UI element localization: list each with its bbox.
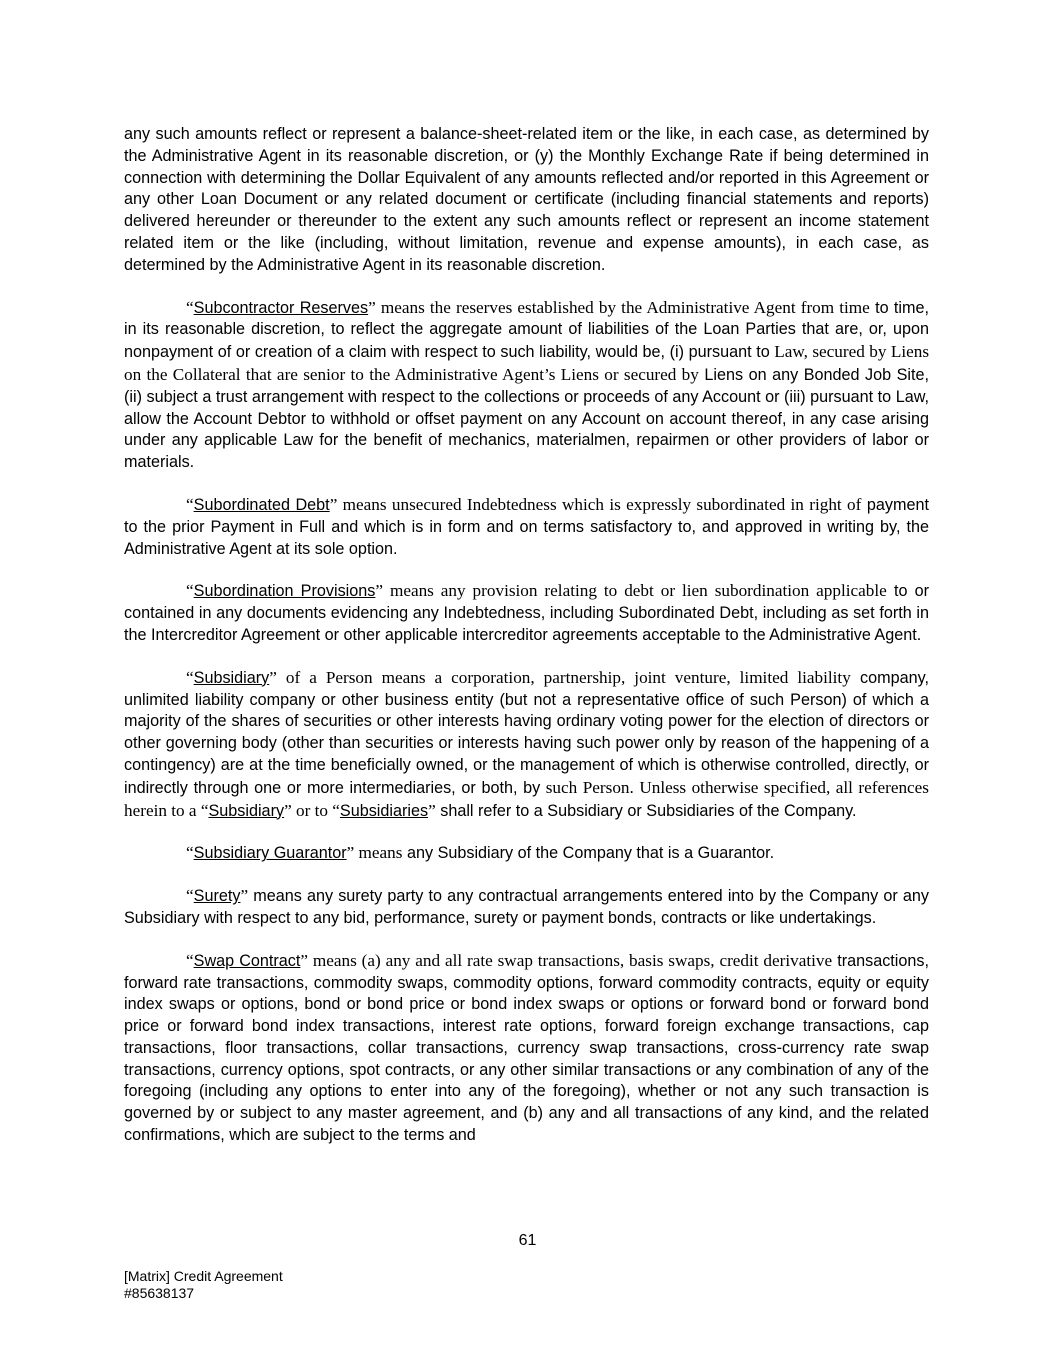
paragraph-continuation: any such amounts reflect or represent a balance-sheet-related item or the like, in each case, as determined by the Administrative Agent in its reasonable discretion, or (y) the Monthly Exchange Rate if being determined in connection with determining the Dollar Equivalent of any amounts reflected and/or reported in this Agreement or any other Loan Document or any related document or certificate (including financial statements and reports) delivered hereunder or thereunder to the extent any such amounts reflect or represent an income statement related item or the like (including, without limitation, revenue and expense amounts), in each case, as determined by the Administrative Agent in its reasonable discretion. xyxy=(124,125,929,274)
term-reference-subsidiaries: Subsidiaries xyxy=(339,801,429,820)
defined-term: Swap Contract xyxy=(193,951,301,970)
definition-text-serif-mid: ” or to “ xyxy=(284,800,340,820)
definition-lead: of a Person means a corporation, partnership, joint venture, limited liability xyxy=(276,667,851,687)
definition-text-serif: such Person. Unless otherwise specified, all references herein to a “ xyxy=(124,777,929,820)
definition-tail: shall refer to a Subsidiary or Subsidiaries of the Company. xyxy=(435,801,857,820)
defined-term: Subordinated Debt xyxy=(193,495,330,514)
definition-lead: means xyxy=(354,843,403,863)
definition-lead: means the reserves established by the Administrative Agent from time xyxy=(375,297,870,317)
defined-term: Surety xyxy=(193,887,241,906)
definition-subsidiary: “Subsidiary” of a Person means a corporation, partnership, joint venture, limited liability company, unlimited liability company or other business entity (but not a representative office of such Person) of which a majority of the shares of securities or other interests having ordinary voting power for the election of directors or other governing body (other than securities or interests having such power only by reason of the happening of a contingency) are at the time beneficially owned, or the management of which is otherwise controlled, directly, or indirectly through one or more intermediaries, or both, by such Person. Unless otherwise specified, all references herein to a “Subsidiary” or to “Subsidiaries” shall refer to a Subsidiary or Subsidiaries of the Company. xyxy=(124,667,929,820)
definition-subordination-provisions: “Subordination Provisions” means any provision relating to debt or lien subordination applicable to or contained in any documents evidencing any Indebtedness, including Subordinated Debt, including as set forth in the Intercreditor Agreement or other applicable intercreditor agreements acceptable to the Administrative Agent. xyxy=(124,581,929,644)
definition-lead: means any provision relating to debt or lien subordination applicable xyxy=(383,581,887,601)
term-reference-subsidiary: Subsidiary xyxy=(208,801,285,820)
definition-surety: “Surety” means any surety party to any contractual arrangements entered into by the Company or any Subsidiary with respect to any bid, performance, surety or payment bonds, contracts or like undertakings. xyxy=(124,886,929,927)
definition-text: to or contained in any documents evidencing any Indebtedness, including Subordinated Debt, including as set forth in the Intercreditor Agreement or other applicable intercreditor agreements acceptable to the Administrative Agent. xyxy=(124,582,929,644)
defined-term: Subordination Provisions xyxy=(193,582,376,601)
definition-text: transactions, forward rate transactions, commodity swaps, commodity options, forward commodity contracts, equity or equity index swaps or options, bond or bond price or bond index swaps or options or forward bond or forward bond price or forward bond index transactions, interest rate options, forward foreign exchange transactions, cap transactions, floor transactions, collar transactions, currency swap transactions, cross-currency rate swap transactions, currency options, spot contracts, or any other similar transactions or any combination of any of the foregoing (including any options to enter into any of the foregoing), whether or not any such transaction is governed by or subject to any master agreement, and (b) any and all transactions of any kind, and the related confirmations, which are subject to the terms and xyxy=(124,951,929,1145)
definition-text: means any surety party to any contractual arrangements entered into by the Company or any Subsidiary with respect to any bid, performance, surety or payment bonds, contracts or like undertakings. xyxy=(124,887,929,927)
defined-term: Subsidiary xyxy=(193,668,270,687)
definition-text-serif: Law, secured by Liens on the Collateral that are senior to the Administrative Agent’s Liens or secured by xyxy=(124,342,930,384)
definition-text-2: Liens on any Bonded Job Site, (ii) subject a trust arrangement with respect to the collections or proceeds of any Account or (iii) pursuant to Law, allow the Account Debtor to withhold or offset payment on any Account on account thereof, in any case arising under any applicable Law for the benefit of mechanics, materialmen, repairmen or other providers of labor or materials. xyxy=(124,365,929,472)
footer-document-id: #85638137 xyxy=(124,1285,195,1301)
definition-text-serif-end: ” xyxy=(428,800,436,820)
definition-subcontractor-reserves: “Subcontractor Reserves” means the reserves established by the Administrative Agent from time to time, in its reasonable discretion, to reflect the aggregate amount of liabilities of the Loan Parties that are, or, upon nonpayment of or creation of a claim with respect to such liability, would be, (i) pursuant to Law, secured by Liens on the Collateral that are senior to the Administrative Agent’s Liens or secured by Liens on any Bonded Job Site, (ii) subject a trust arrangement with respect to the collections or proceeds of any Account or (iii) pursuant to Law, allow the Account Debtor to withhold or offset payment on any Account on account thereof, in any case arising under any applicable Law for the benefit of mechanics, materialmen, repairmen or other providers of labor or materials. xyxy=(124,297,930,472)
document-body xyxy=(124,124,929,1147)
definition-text: payment to the prior Payment in Full and which is in form and on terms satisfactory to, and approved in writing by, the Administrative Agent at its sole option. xyxy=(124,495,929,558)
definition-text: any Subsidiary of the Company that is a Guarantor. xyxy=(402,844,775,863)
definition-subordinated-debt: “Subordinated Debt” means unsecured Indebtedness which is expressly subordinated in right of payment to the prior Payment in Full and which is in form and on terms satisfactory to, and approved in writing by, the Administrative Agent at its sole option. xyxy=(124,494,929,558)
page-number: 61 xyxy=(518,1232,537,1249)
definition-swap-contract: “Swap Contract” means (a) any and all rate swap transactions, basis swaps, credit derivative transactions, forward rate transactions, commodity swaps, commodity options, forward commodity contracts, equity or equity index swaps or options, bond or bond price or bond index swaps or options or forward bond or forward bond price or forward bond index transactions, interest rate options, forward foreign exchange transactions, cap transactions, floor transactions, collar transactions, currency swap transactions, cross-currency rate swap transactions, currency options, spot contracts, or any other similar transactions or any combination of any of the foregoing (including any options to enter into any of the foregoing), whether or not any such transaction is governed by or subject to any master agreement, and (b) any and all transactions of any kind, and the related confirmations, which are subject to the terms and xyxy=(124,950,929,1145)
definition-lead: means (a) any and all rate swap transactions, basis swaps, credit derivative xyxy=(308,950,833,970)
definition-subsidiary-guarantor: “Subsidiary Guarantor” means any Subsidiary of the Company that is a Guarantor. xyxy=(186,843,775,863)
definition-text: to time, in its reasonable discretion, to reflect the aggregate amount of liabilities of the Loan Parties that are, or, upon nonpayment of or creation of a claim with respect to such liability, would be, (i) pursuant to xyxy=(124,298,929,362)
defined-term: Subcontractor Reserves xyxy=(193,298,369,317)
definition-lead: means unsecured Indebtedness which is expressly subordinated in right of xyxy=(337,494,862,514)
document-footer xyxy=(124,1268,283,1302)
footer-document-title: [Matrix] Credit Agreement xyxy=(124,1268,283,1284)
defined-term: Subsidiary Guarantor xyxy=(193,844,347,863)
definition-text: company, unlimited liability company or other business entity (but not a representative office of such Person) of which a majority of the shares of securities or other interests having ordinary voting power for the election of directors or other governing body (other than securities or interests having such power only by reason of the happening of a contingency) are at the time beneficially owned, or the management of which is otherwise controlled, directly, or indirectly through one or more intermediaries, or both, by xyxy=(124,668,929,797)
